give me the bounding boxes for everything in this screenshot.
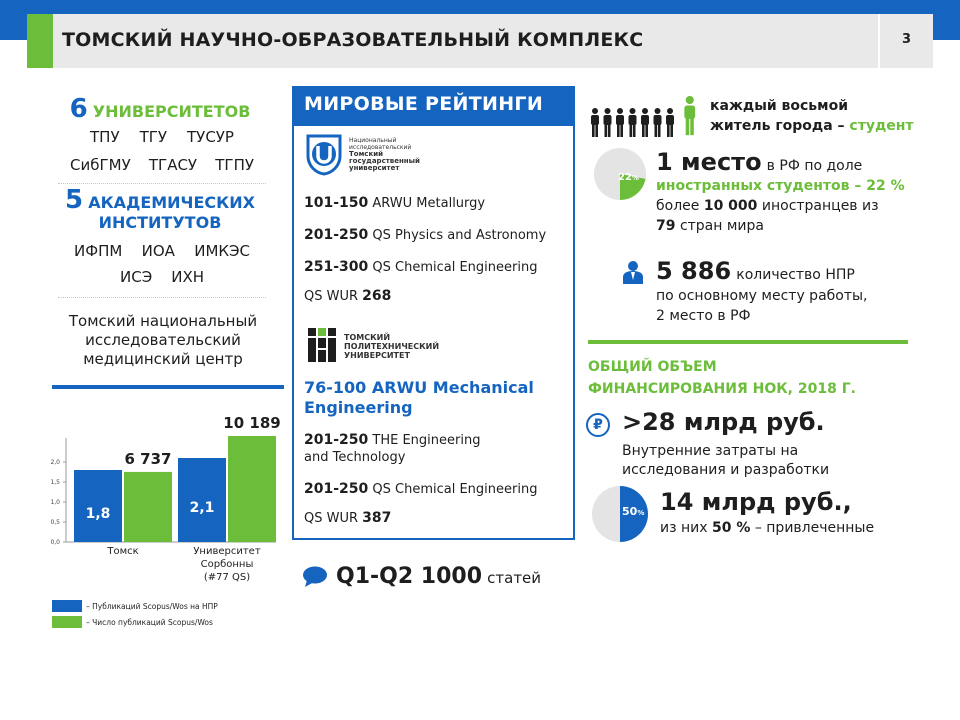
tsu-logo-icon bbox=[304, 134, 344, 176]
pie2-percent: % bbox=[637, 509, 645, 517]
universities-count: 6 bbox=[69, 94, 88, 124]
medical-center-line: исследовательский bbox=[85, 331, 241, 349]
pie1-percent: % bbox=[631, 174, 639, 182]
publications-chart bbox=[36, 400, 282, 636]
foreign-count: 10 000 bbox=[703, 198, 758, 214]
person-head bbox=[617, 108, 623, 114]
rankings-title: МИРОВЫЕ РЕЙТИНГИ bbox=[304, 93, 544, 115]
funding-title-line: ФИНАНСИРОВАНИЯ НОК, 2018 Г. bbox=[588, 381, 856, 397]
articles-stat bbox=[336, 564, 541, 589]
researcher-icon bbox=[622, 260, 644, 284]
legend-swatch bbox=[52, 600, 82, 612]
universities-row-2 bbox=[70, 156, 254, 174]
ranking-item bbox=[304, 432, 480, 466]
npr-count: 5 886 bbox=[656, 257, 732, 285]
articles-count: Q1-Q2 1000 bbox=[336, 564, 483, 589]
medical-center-line: Томский национальный bbox=[68, 312, 258, 330]
bar-value-label: 1,8 bbox=[85, 506, 111, 522]
speech-bubble-icon bbox=[302, 566, 328, 588]
person-figure bbox=[641, 108, 649, 137]
tpu-headline bbox=[304, 378, 534, 418]
institutes-row-2 bbox=[120, 268, 204, 286]
person-leg bbox=[686, 118, 690, 136]
person-figure bbox=[591, 108, 599, 137]
funding-title-line: ОБЩИЙ ОБЪЕМ bbox=[588, 359, 717, 375]
funding-attracted-note bbox=[660, 520, 874, 536]
person-leg bbox=[655, 124, 658, 137]
y-tick-label: 2,0 bbox=[50, 459, 60, 466]
resident-caption bbox=[710, 96, 914, 136]
funding-total: >28 млрд руб. bbox=[622, 408, 825, 436]
ranking-subject: QS WUR bbox=[304, 511, 359, 526]
university-label: ТПУ bbox=[90, 128, 120, 146]
funding-line: исследования и разработки bbox=[622, 462, 830, 478]
ranking-subject: THE Engineering bbox=[372, 433, 481, 448]
institute-label: ИОА bbox=[141, 242, 175, 260]
countries-count: 79 bbox=[656, 218, 676, 234]
foreign-share: иностранных студентов – 22 % bbox=[656, 178, 905, 194]
page-title: ТОМСКИЙ НАУЧНО-ОБРАЗОВАТЕЛЬНЫЙ КОМПЛЕКС bbox=[62, 29, 644, 51]
category-label: Университет bbox=[193, 546, 261, 557]
header-accent bbox=[27, 14, 53, 68]
student-figure bbox=[684, 96, 695, 135]
medical-center-line: медицинский центр bbox=[83, 350, 243, 368]
ranking-range: 251-300 bbox=[304, 259, 369, 275]
divider bbox=[58, 297, 266, 298]
npr-details bbox=[656, 286, 868, 326]
legend-label: – Число публикаций Scopus/Wos bbox=[86, 618, 213, 627]
bar-value-label: 10 189 bbox=[223, 414, 281, 432]
foreign-text: иностранцев из bbox=[761, 198, 879, 214]
institutes-heading bbox=[52, 185, 268, 233]
universities-word: УНИВЕРСИТЕТОВ bbox=[92, 102, 251, 121]
resident-line: каждый восьмой bbox=[710, 98, 849, 114]
page-number: 3 bbox=[901, 32, 912, 47]
funding-title bbox=[588, 356, 856, 400]
ranking-range: 201-250 bbox=[304, 481, 369, 497]
university-label: ТГАСУ bbox=[148, 156, 198, 174]
y-tick-label: 1,0 bbox=[50, 499, 60, 506]
tpu-logo-text bbox=[344, 333, 439, 360]
bar-value-label: 2,1 bbox=[189, 500, 215, 516]
university-label: ТГУ bbox=[139, 128, 168, 146]
person-figure bbox=[604, 108, 612, 137]
ranking-subject: QS Chemical Engineering bbox=[372, 482, 538, 497]
legend-swatch bbox=[52, 616, 82, 628]
person-body bbox=[666, 115, 674, 125]
person-body bbox=[654, 115, 662, 125]
logo-line: УНИВЕРСИТЕТ bbox=[344, 351, 410, 360]
person-leg bbox=[642, 124, 645, 137]
ranking-subject: QS Chemical Engineering bbox=[372, 260, 538, 275]
tsu-logo-text bbox=[349, 137, 420, 172]
ranking-subject: ARWU Metallurgy bbox=[372, 196, 486, 211]
institutes-count: 5 bbox=[65, 185, 84, 215]
ranking-range: 201-250 bbox=[304, 432, 369, 448]
pie2-label bbox=[622, 505, 644, 518]
resident-highlight: студент bbox=[849, 118, 914, 134]
person-leg bbox=[690, 118, 694, 136]
section-rule bbox=[52, 385, 284, 389]
npr-line: 2 место в РФ bbox=[656, 308, 751, 324]
person-figure bbox=[629, 108, 637, 137]
person-leg bbox=[667, 124, 670, 137]
person-leg bbox=[620, 124, 623, 137]
tpu-headline-line: 76-100 ARWU Mechanical bbox=[304, 378, 534, 397]
bar-publications-total bbox=[124, 472, 172, 542]
person-head bbox=[667, 108, 673, 114]
person-figure bbox=[654, 108, 662, 137]
universities-heading bbox=[52, 94, 268, 124]
tpu-logo-icon bbox=[308, 328, 338, 362]
person-head bbox=[605, 108, 611, 114]
university-label: СибГМУ bbox=[70, 156, 131, 174]
place-text: в РФ по доле bbox=[766, 158, 863, 174]
pie1-value: 22 bbox=[618, 172, 632, 183]
person-leg bbox=[595, 124, 598, 137]
category-label: (#77 QS) bbox=[203, 572, 251, 583]
person-head bbox=[630, 108, 636, 114]
person-body bbox=[604, 115, 612, 125]
place-value: 1 место bbox=[656, 148, 762, 176]
university-label: ТУСУР bbox=[187, 128, 234, 146]
bar-publications-total bbox=[228, 436, 276, 542]
npr-line: по основному месту работы, bbox=[656, 288, 868, 304]
npr-heading bbox=[656, 257, 855, 285]
articles-label: статей bbox=[487, 569, 542, 587]
place-heading bbox=[656, 148, 862, 176]
funding-line: Внутренние затраты на bbox=[622, 443, 799, 459]
tpu-headline-line: Engineering bbox=[304, 398, 413, 417]
institutes-word: АКАДЕМИЧЕСКИХ bbox=[88, 193, 255, 212]
person-leg bbox=[605, 124, 608, 137]
ranking-item bbox=[304, 288, 391, 304]
funding-note-text: – привлеченные bbox=[754, 520, 875, 536]
foreign-students bbox=[656, 176, 905, 236]
ranking-item bbox=[304, 195, 485, 211]
logo-line: ТОМСКИЙ bbox=[344, 333, 391, 342]
divider bbox=[58, 183, 266, 184]
pie2-value: 50 bbox=[622, 505, 638, 518]
resident-line: житель города – bbox=[710, 118, 845, 134]
funding-description bbox=[622, 442, 829, 480]
institutes-row-1 bbox=[74, 242, 250, 260]
ranking-range: 387 bbox=[362, 510, 392, 526]
funding-note-value: 50 % bbox=[711, 520, 751, 536]
person-head bbox=[592, 108, 598, 114]
person-body bbox=[684, 105, 695, 119]
ranking-item bbox=[304, 481, 537, 497]
person-leg bbox=[633, 124, 636, 137]
medical-center bbox=[52, 312, 274, 369]
logo-line: исследовательский bbox=[349, 144, 412, 151]
person-head bbox=[642, 108, 648, 114]
institute-label: ИМКЭС bbox=[194, 242, 250, 260]
countries-text: стран мира bbox=[679, 218, 764, 234]
ranking-subject: QS Physics and Astronomy bbox=[372, 228, 547, 243]
person-body bbox=[616, 115, 624, 125]
y-tick-label: 0,5 bbox=[50, 519, 60, 526]
npr-text: количество НПР bbox=[736, 267, 855, 283]
funding-note-text: из них bbox=[660, 520, 708, 536]
ranking-subject: QS WUR bbox=[304, 289, 359, 304]
legend-label: – Публикаций Scopus/Wos на НПР bbox=[86, 602, 218, 611]
ranking-range: 101-150 bbox=[304, 195, 369, 211]
ranking-item bbox=[304, 510, 391, 526]
section-rule bbox=[588, 340, 908, 344]
ranking-subject: and Technology bbox=[304, 450, 406, 465]
people-icon bbox=[586, 94, 702, 138]
bar-value-label: 6 737 bbox=[124, 449, 172, 468]
person-leg bbox=[658, 124, 661, 137]
y-tick-label: 0,0 bbox=[50, 539, 60, 546]
person-leg bbox=[617, 124, 620, 137]
person-leg bbox=[630, 124, 633, 137]
ruble-icon: ₽ bbox=[586, 413, 610, 437]
person-figure bbox=[616, 108, 624, 137]
logo-line: университет bbox=[349, 164, 400, 172]
institutes-word-2: ИНСТИТУТОВ bbox=[98, 213, 222, 232]
y-tick-label: 1,5 bbox=[50, 479, 60, 486]
logo-line: государственный bbox=[349, 157, 420, 165]
logo-line: Национальный bbox=[349, 137, 397, 144]
institute-label: ИСЭ bbox=[120, 268, 153, 286]
logo-line: Томский bbox=[349, 150, 384, 158]
person-leg bbox=[592, 124, 595, 137]
category-label: Томск bbox=[107, 546, 139, 557]
institute-label: ИХН bbox=[171, 268, 204, 286]
ranking-item bbox=[304, 227, 546, 243]
funding-attracted: 14 млрд руб., bbox=[660, 488, 852, 516]
foreign-text: более bbox=[656, 198, 700, 214]
pie1-label bbox=[618, 172, 639, 183]
person-leg bbox=[670, 124, 673, 137]
person-head bbox=[655, 108, 661, 114]
person-body bbox=[629, 115, 637, 125]
institute-label: ИФПМ bbox=[74, 242, 123, 260]
university-label: ТГПУ bbox=[215, 156, 254, 174]
ranking-range: 268 bbox=[362, 288, 392, 304]
logo-line: ПОЛИТЕХНИЧЕСКИЙ bbox=[344, 342, 440, 351]
person-leg bbox=[608, 124, 611, 137]
person-leg bbox=[645, 124, 648, 137]
ranking-range: 201-250 bbox=[304, 227, 369, 243]
person-head bbox=[686, 96, 694, 104]
person-figure bbox=[666, 108, 674, 137]
person-body bbox=[591, 115, 599, 125]
person-body bbox=[641, 115, 649, 125]
universities-row-1 bbox=[90, 128, 234, 146]
category-label: Сорбонны bbox=[200, 559, 254, 570]
ranking-item bbox=[304, 259, 537, 275]
